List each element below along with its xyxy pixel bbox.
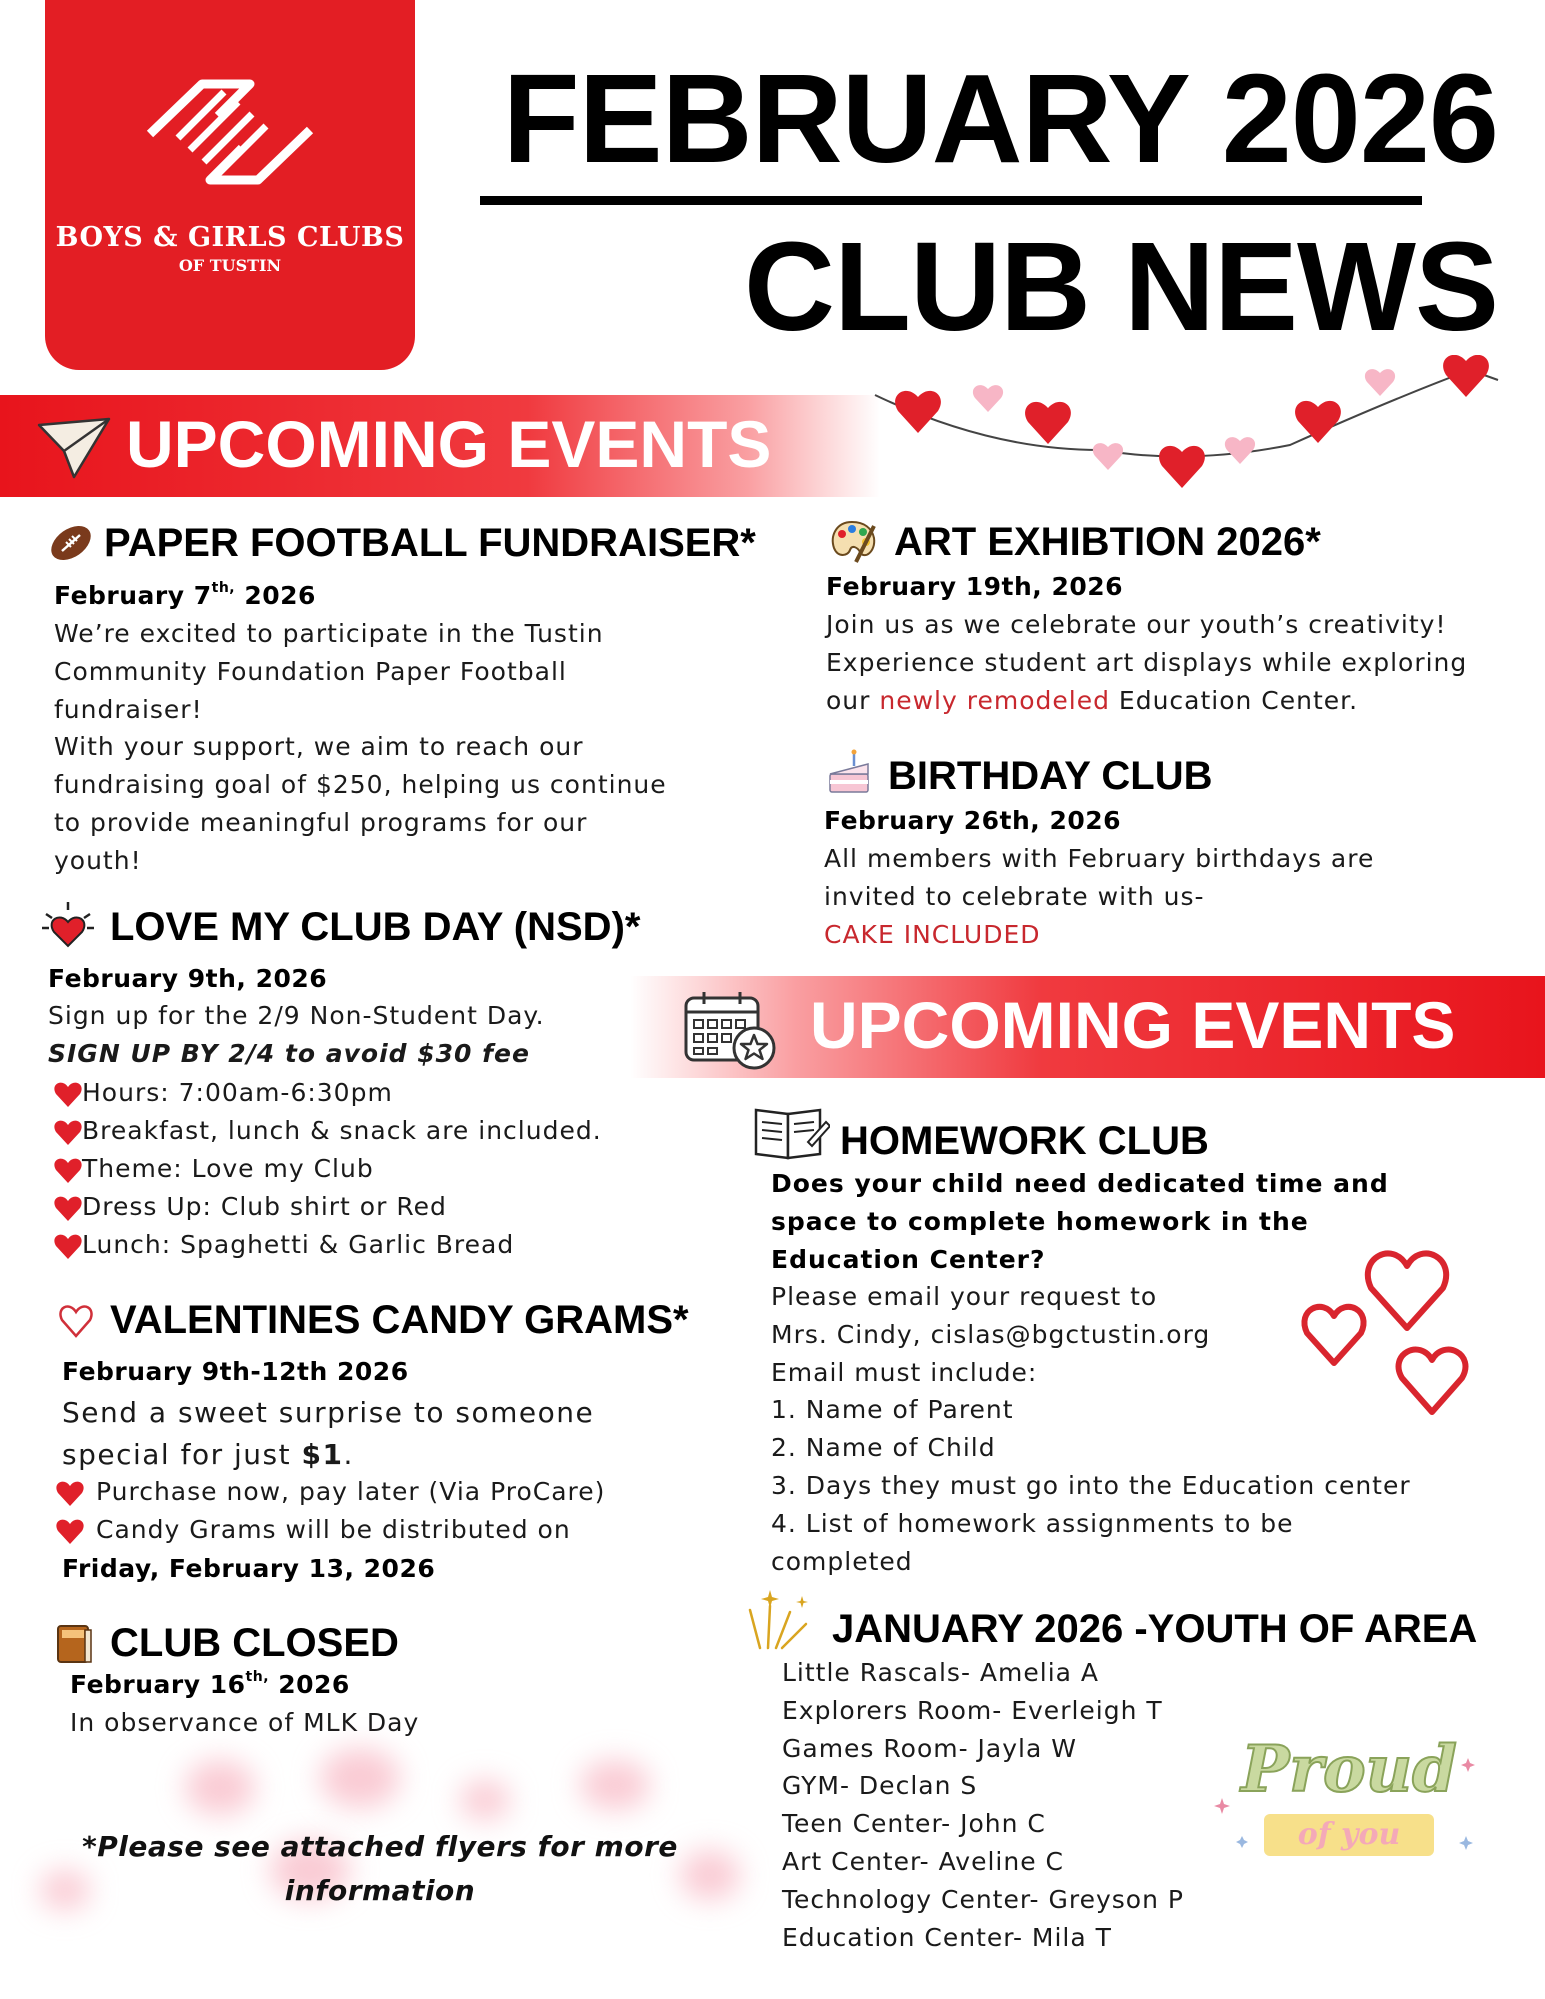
list-item: GYM- Declan S <box>782 1771 978 1801</box>
candy-grams-date: February 9th-12th 2026 <box>62 1357 409 1386</box>
candy-grams-description: Send a sweet surprise to someone special for just $1. <box>62 1396 595 1471</box>
youth-of-area-list <box>782 1654 1184 1956</box>
banner-title: UPCOMING EVENTS <box>810 988 1456 1062</box>
list-item: Explorers Room- Everleigh T <box>782 1695 1163 1725</box>
list-item: Hours: 7:00am-6:30pm <box>82 1078 393 1107</box>
art-exhibition-title: ART EXHIBTION 2026* <box>894 520 1321 564</box>
paper-football-date: February $7^{th,}$ 2026 <box>54 580 316 610</box>
football-icon <box>48 520 94 566</box>
heart-bullet-icon <box>54 1516 86 1546</box>
heart-bullet-icon <box>52 1079 84 1109</box>
heart-outline-icon <box>56 1302 96 1340</box>
art-exhibition-description: Join us as we celebrate our youth’s creativity! Experience student art displays while exploring our newly remodeled Education Center. <box>826 610 1468 715</box>
garland-heart <box>1025 402 1071 444</box>
sparkle-burst-icon <box>740 1588 820 1652</box>
heart-sparkle-icon <box>40 900 96 950</box>
heart-bullet-icon <box>52 1231 84 1261</box>
birthday-club-description: All members with February birthdays are invited to celebrate with us- CAKE INCLUDED <box>824 844 1375 949</box>
art-exhibition-date: February 19th, 2026 <box>826 572 1124 601</box>
garland-heart-small <box>1225 437 1255 464</box>
list-item: Technology Center- Greyson P <box>782 1884 1184 1914</box>
homework-club-question: Does your child need dedicated time and space to complete homework in the Education Center? <box>771 1169 1389 1274</box>
list-item: Dress Up: Club shirt or Red <box>82 1192 447 1221</box>
list-item: Education Center- Mila T <box>782 1922 1112 1952</box>
logo-title: BOYS & GIRLS CLUBS <box>55 222 405 253</box>
upcoming-events-banner-left <box>0 395 880 497</box>
garland-heart-small <box>1365 369 1395 396</box>
birthday-club-date: February 26th, 2026 <box>824 806 1122 835</box>
club-closed-date: February $16^{th,}$ 2026 <box>70 1669 350 1699</box>
list-item: Theme: Love my Club <box>82 1154 374 1183</box>
club-closed-reason: In observance of MLK Day <box>70 1708 420 1737</box>
palette-icon <box>828 518 878 564</box>
love-my-club-deadline: SIGN UP BY 2/4 to avoid $30 fee <box>48 1039 530 1068</box>
attached-flyers-note: *Please see attached flyers for more information <box>82 1830 678 1907</box>
garland-heart <box>895 391 941 433</box>
garland-heart-small <box>1093 443 1123 470</box>
heart-bullet-icon <box>52 1155 84 1185</box>
outline-hearts-decoration <box>1292 1236 1482 1422</box>
title-divider <box>480 196 1422 205</box>
paper-football-description: We’re excited to participate in the Tustin Community Foundation Paper Football fundraiser! With your support, we aim to reach our fundraising goal of $250, helping us continue to provide meaningful programs for our youth! <box>54 619 667 875</box>
sticker-ribbon: of you <box>1264 1814 1434 1856</box>
birthday-club-title: BIRTHDAY CLUB <box>888 754 1213 798</box>
homework-club-title: HOMEWORK CLUB <box>840 1119 1209 1163</box>
garland-heart <box>1295 401 1341 443</box>
love-my-club-signup: Sign up for the 2/9 Non-Student Day. <box>48 1001 545 1030</box>
heart-bullet-icon <box>52 1117 84 1147</box>
list-item: Lunch: Spaghetti & Garlic Bread <box>82 1230 515 1259</box>
sparkle-icon <box>1214 1732 1484 1868</box>
list-item: Teen Center- John C <box>782 1809 1046 1839</box>
paper-football-title: PAPER FOOTBALL FUNDRAISER* <box>104 521 756 565</box>
page-title-news: CLUB NEWS <box>744 216 1498 357</box>
list-item: Purchase now, pay later (Via ProCare) <box>96 1477 606 1506</box>
homework-club-instructions: Please email your request to Mrs. Cindy, cislas@bgctustin.org Email must include: 1. Name of Parent 2. Name of Child 3. Days they must go into the Education center 4. List of homework assignments to be completed <box>771 1282 1411 1576</box>
list-item: Little Rascals- Amelia A <box>782 1658 1100 1687</box>
heart-garland <box>870 355 1510 505</box>
banner-title: UPCOMING EVENTS <box>126 407 772 481</box>
club-logo <box>45 0 415 370</box>
proud-of-you-sticker <box>1214 1732 1484 1868</box>
candy-grams-distribution-date: Friday, February 13, 2026 <box>62 1554 436 1583</box>
handshake-logo-icon <box>130 62 330 202</box>
paper-plane-icon <box>34 415 114 485</box>
book-icon <box>52 1622 96 1666</box>
calendar-star-icon <box>682 988 778 1072</box>
garland-heart-small <box>973 385 1003 412</box>
garland-heart <box>1443 355 1489 397</box>
list-item: Breakfast, lunch & snack are included. <box>82 1116 602 1145</box>
love-my-club-title: LOVE MY CLUB DAY (NSD)* <box>110 905 641 949</box>
logo-subtitle: OF TUSTIN <box>178 256 282 275</box>
sticker-word: Proud <box>1241 1732 1457 1807</box>
garland-heart <box>1159 446 1205 488</box>
upcoming-events-banner-right <box>630 976 1545 1078</box>
list-item: Art Center- Aveline C <box>782 1846 1064 1876</box>
heart-bullet-icon <box>54 1478 86 1508</box>
candy-grams-title: VALENTINES CANDY GRAMS* <box>110 1298 689 1342</box>
love-my-club-date: February 9th, 2026 <box>48 964 328 993</box>
open-book-icon <box>752 1102 830 1164</box>
club-closed-title: CLUB CLOSED <box>110 1621 399 1665</box>
list-item: Games Room- Jayla W <box>782 1733 1077 1763</box>
youth-of-area-title: JANUARY 2026 -YOUTH OF AREA <box>832 1607 1478 1651</box>
heart-bullet-icon <box>52 1193 84 1223</box>
cake-icon <box>824 748 874 798</box>
page-title-month: FEBRUARY 2026 <box>502 48 1498 189</box>
list-item: Candy Grams will be distributed on <box>96 1515 571 1544</box>
